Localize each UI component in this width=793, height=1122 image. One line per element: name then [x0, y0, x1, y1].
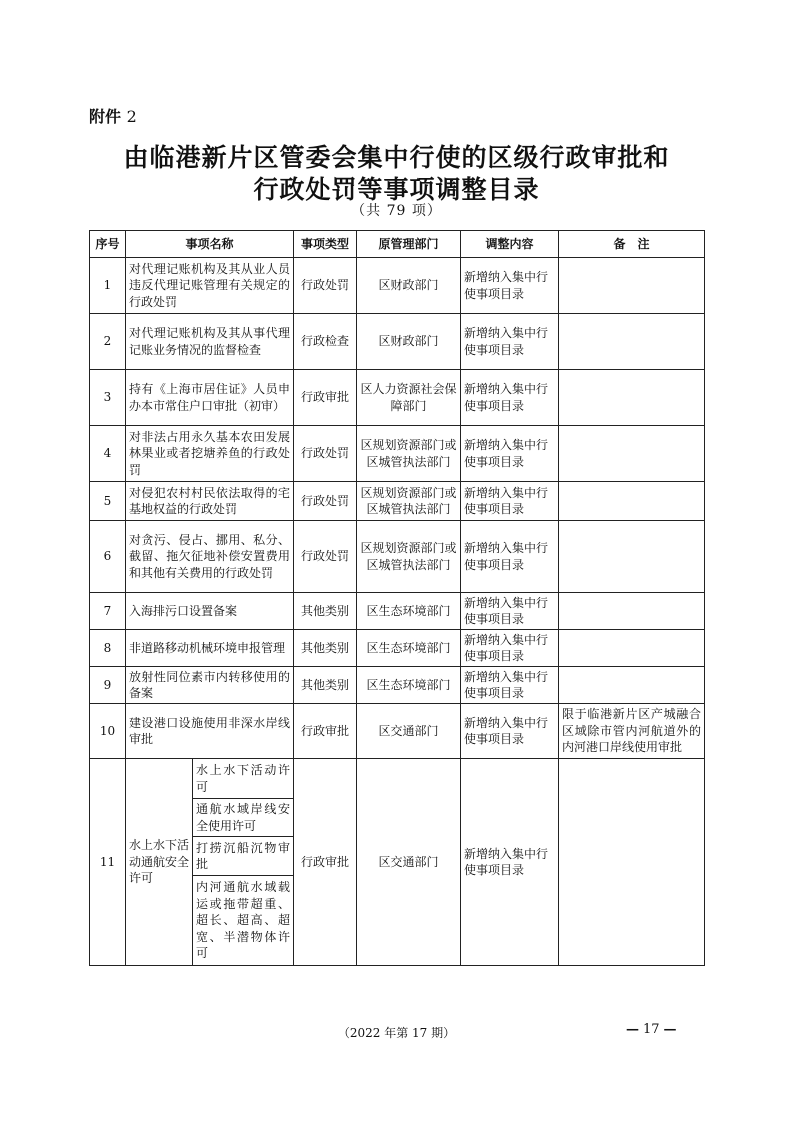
remark [559, 426, 705, 482]
table-header-row [90, 231, 705, 258]
original-dept: 区财政部门 [357, 314, 461, 370]
item-name: 建设港口设施使用非深水岸线审批 [126, 704, 294, 759]
remark [559, 667, 705, 704]
remark [559, 482, 705, 521]
item-name: 对贪污、侵占、挪用、私分、截留、拖欠征地补偿安置费用和其他有关费用的行政处罚 [126, 521, 294, 593]
row-number: 6 [90, 521, 126, 593]
remark [559, 370, 705, 426]
original-dept: 区规划资源部门或区城管执法部门 [357, 482, 461, 521]
original-dept: 区财政部门 [357, 258, 461, 314]
item-name: 对非法占用永久基本农田发展林果业或者挖塘养鱼的行政处罚 [126, 426, 294, 482]
item-name: 对代理记账机构及其从事代理记账业务情况的监督检查 [126, 314, 294, 370]
adjustment: 新增纳入集中行使事项目录 [461, 667, 559, 704]
item-name: 水上水下活动通航安全许可 [126, 759, 193, 966]
remark [559, 258, 705, 314]
adjustment: 新增纳入集中行使事项目录 [461, 258, 559, 314]
adjustment: 新增纳入集中行使事项目录 [461, 759, 559, 966]
remark [559, 630, 705, 667]
row-number: 3 [90, 370, 126, 426]
item-type: 其他类别 [294, 593, 357, 630]
table-row [90, 667, 705, 704]
item-type: 行政审批 [294, 704, 357, 759]
original-dept: 区生态环境部门 [357, 593, 461, 630]
header-type: 事项类型 [294, 231, 357, 258]
adjustment: 新增纳入集中行使事项目录 [461, 370, 559, 426]
sub-item-name: 通航水域岸线安全使用许可 [193, 799, 294, 837]
table-row [90, 759, 705, 799]
item-type: 行政处罚 [294, 482, 357, 521]
adjustment: 新增纳入集中行使事项目录 [461, 426, 559, 482]
row-number: 1 [90, 258, 126, 314]
adjustment: 新增纳入集中行使事项目录 [461, 593, 559, 630]
table-row [90, 314, 705, 370]
row-number: 2 [90, 314, 126, 370]
item-name: 持有《上海市居住证》人员申办本市常住户口审批（初审） [126, 370, 294, 426]
row-number: 5 [90, 482, 126, 521]
issue-footer: （2022 年第 17 期） [337, 1026, 456, 1040]
original-dept: 区交通部门 [357, 759, 461, 966]
row-number: 4 [90, 426, 126, 482]
table-row [90, 482, 705, 521]
item-type: 行政审批 [294, 370, 357, 426]
remark [559, 314, 705, 370]
item-type: 行政检查 [294, 314, 357, 370]
annex-label: 附件 2 [89, 107, 137, 126]
page-title-line2: 行政处罚等事项调整目录 [253, 175, 540, 204]
table-row [90, 593, 705, 630]
item-name: 非道路移动机械环境申报管理 [126, 630, 294, 667]
item-name: 放射性同位素市内转移使用的备案 [126, 667, 294, 704]
original-dept: 区生态环境部门 [357, 667, 461, 704]
item-name: 对侵犯农村村民依法取得的宅基地权益的行政处罚 [126, 482, 294, 521]
remark [559, 759, 705, 966]
table-row [90, 521, 705, 593]
sub-item-name: 打捞沉船沉物审批 [193, 837, 294, 876]
item-type: 其他类别 [294, 667, 357, 704]
page-title-line1: 由临港新片区管委会集中行使的区级行政审批和 [123, 143, 670, 172]
adjustment: 新增纳入集中行使事项目录 [461, 704, 559, 759]
table-row [90, 704, 705, 759]
item-type: 行政处罚 [294, 426, 357, 482]
row-number: 9 [90, 667, 126, 704]
header-note: 备 注 [559, 231, 705, 258]
page-number: — 17 — [626, 1022, 677, 1037]
original-dept: 区规划资源部门或区城管执法部门 [357, 521, 461, 593]
original-dept: 区人力资源社会保障部门 [357, 370, 461, 426]
original-dept: 区生态环境部门 [357, 630, 461, 667]
item-type: 其他类别 [294, 630, 357, 667]
remark [559, 521, 705, 593]
item-name: 入海排污口设置备案 [126, 593, 294, 630]
header-no: 序号 [90, 231, 126, 258]
sub-item-name: 内河通航水域载运或拖带超重、超长、超高、超宽、半潜物体许可 [193, 876, 294, 966]
table-row [90, 370, 705, 426]
original-dept: 区规划资源部门或区城管执法部门 [357, 426, 461, 482]
header-adjust: 调整内容 [461, 231, 559, 258]
row-number: 8 [90, 630, 126, 667]
adjustment: 新增纳入集中行使事项目录 [461, 482, 559, 521]
header-dept: 原管理部门 [357, 231, 461, 258]
item-count: （共 79 项） [351, 203, 442, 219]
item-type: 行政处罚 [294, 521, 357, 593]
row-number: 10 [90, 704, 126, 759]
catalog-table [89, 230, 705, 966]
row-number: 7 [90, 593, 126, 630]
original-dept: 区交通部门 [357, 704, 461, 759]
adjustment: 新增纳入集中行使事项目录 [461, 630, 559, 667]
table-row [90, 630, 705, 667]
item-type: 行政处罚 [294, 258, 357, 314]
remark [559, 593, 705, 630]
item-name: 对代理记账机构及其从业人员违反代理记账管理有关规定的行政处罚 [126, 258, 294, 314]
adjustment: 新增纳入集中行使事项目录 [461, 314, 559, 370]
header-name: 事项名称 [126, 231, 294, 258]
row-number: 11 [90, 759, 126, 966]
table-row [90, 426, 705, 482]
sub-item-name: 水上水下活动许可 [193, 759, 294, 799]
table-row [90, 258, 705, 314]
remark: 限于临港新片区产城融合区域除市管内河航道外的内河港口岸线使用审批 [559, 704, 705, 759]
adjustment: 新增纳入集中行使事项目录 [461, 521, 559, 593]
item-type: 行政审批 [294, 759, 357, 966]
